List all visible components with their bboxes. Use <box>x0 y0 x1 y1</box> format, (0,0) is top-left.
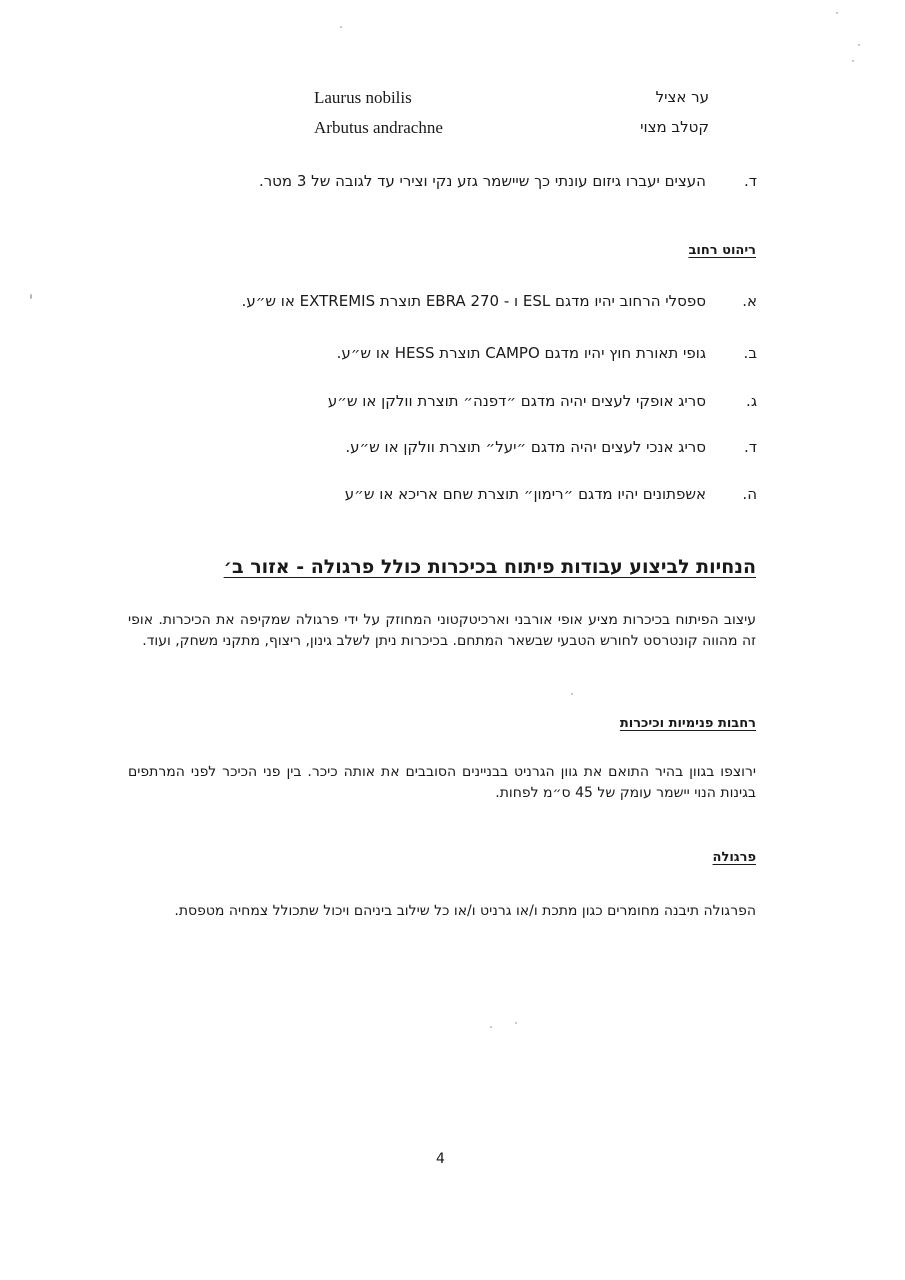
page-number: 4 <box>436 1151 445 1167</box>
species-hebrew-2: קטלב מצוי <box>640 118 709 136</box>
inner-streets-heading: רחבות פנימיות וכיכרות <box>619 716 756 731</box>
scan-speck <box>571 693 573 695</box>
scan-speck <box>858 44 860 46</box>
scan-speck <box>30 294 32 299</box>
guidelines-heading: הנחיות לביצוע עבודות פיתוח בכיכרות כולל פרגולה - אזור ב׳ <box>223 556 756 578</box>
scan-speck <box>340 26 342 28</box>
street-item-text-c: סריג אופקי לעצים יהיה מדגם ״דפנה״ תוצרת וולקן או ש״ע <box>327 392 706 410</box>
trees-item-text: העצים יעברו גיזום עונתי כך שיישמר גזע נקי וצירי עד לגובה של 3 מטר. <box>258 172 706 190</box>
street-item-text-e: אשפתונים יהיו מדגם ״רימון״ תוצרת שחם אריכא או ש״ע <box>344 485 706 503</box>
guidelines-intro-paragraph: עיצוב הפיתוח בכיכרות מציע אופי אורבני וארכיטקטוני המחוזק על ידי פרגולה שמקיפה את הכיכרות. אופי זה מהווה קונטרסט לחורש הטבעי שבשאר המתחם. בכיכרות ניתן לשלב גינון, ריצוף, מתקני משחק, ועוד. <box>128 612 756 649</box>
trees-item-marker: ד. <box>744 172 757 190</box>
pergola-paragraph: הפרגולה תיבנה מחומרים כגון מתכת ו/או גרניט ו/או כל שילוב ביניהם ויכול שתכולל צמחיה מטפסת. <box>174 903 756 919</box>
scan-speck <box>852 60 854 62</box>
street-item-marker-c: ג. <box>746 392 757 410</box>
inner-streets-paragraph: ירוצפו בגוון בהיר התואם את גוון הגרניט בבניינים הסובבים את אותה כיכר. בין פני הכיכר לפני המרתפים בגינות הנוי יישמר עומק של 45 ס״מ לפחות. <box>128 764 756 801</box>
street-item-text-a: ספסלי הרחוב יהיו מדגם ESL ו - 270 EBRA תוצרת EXTREMIS או ש״ע. <box>241 292 706 310</box>
scan-speck <box>490 1026 492 1028</box>
species-latin-1: Laurus nobilis <box>314 88 412 107</box>
pergola-heading: פרגולה <box>712 850 756 865</box>
street-item-marker-e: ה. <box>742 485 757 503</box>
street-item-text-b: גופי תאורת חוץ יהיו מדגם CAMPO תוצרת HESS או ש״ע. <box>336 344 706 362</box>
street-item-marker-a: א. <box>742 292 757 310</box>
species-hebrew-1: ער אציל <box>655 88 709 106</box>
street-furniture-heading: ריהוט רחוב <box>688 243 756 258</box>
street-item-text-d: סריג אנכי לעצים יהיה מדגם ״יעל״ תוצרת וולקן או ש״ע. <box>345 438 706 456</box>
street-item-marker-d: ד. <box>744 438 757 456</box>
street-item-marker-b: ב. <box>743 344 757 362</box>
species-latin-2: Arbutus andrachne <box>314 118 443 137</box>
scan-speck <box>836 12 838 14</box>
scan-speck <box>515 1022 517 1024</box>
